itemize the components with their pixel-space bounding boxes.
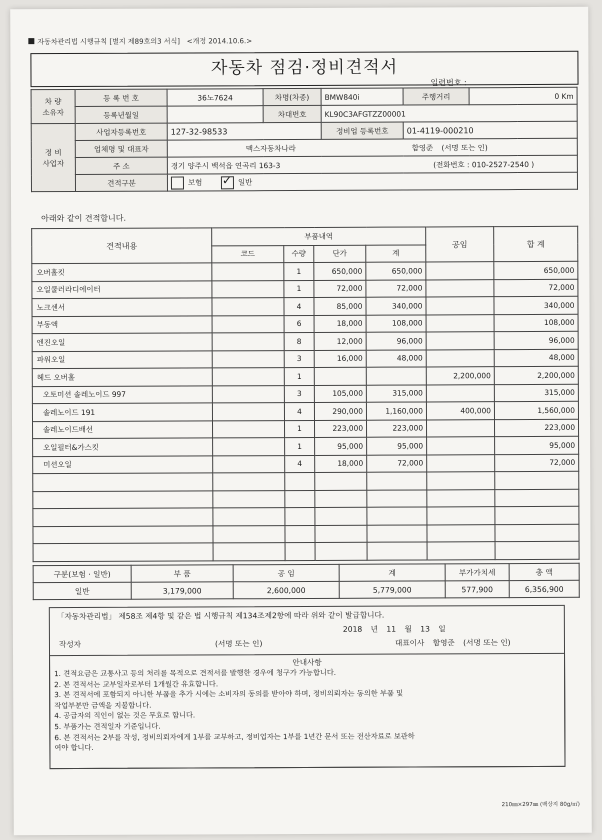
guide-lines (54, 668, 415, 754)
item-unit: 105,000 (314, 385, 366, 403)
item-unit: 650,000 (314, 262, 366, 280)
item-unit (315, 542, 367, 560)
summary-parts: 3,179,000 (131, 582, 233, 599)
item-name (33, 543, 213, 561)
item-labor (426, 419, 494, 437)
item-total: 650,000 (366, 262, 426, 280)
item-total: 223,000 (366, 419, 426, 437)
guide-line: 6. 본 견적서는 2부를 작성, 정비의뢰자에게 1부를 교부하고, 정비업자는 1부를 1년간 문서 또는 전산자료로 보관하 (54, 731, 415, 742)
item-sum: 72,000 (494, 279, 578, 297)
col-total: 계 (366, 244, 426, 262)
company-name: 맥스자동차나라 (245, 143, 296, 153)
col-item: 견적내용 (32, 228, 212, 264)
item-code (213, 473, 285, 491)
item-code (212, 350, 284, 368)
address-value: 경기 양주시 백석읍 연곡리 163-3 (170, 160, 281, 171)
item-labor (426, 262, 494, 280)
item-unit: 85,000 (314, 297, 366, 315)
item-unit: 12,000 (314, 332, 366, 350)
item-name: 엔진오일 (32, 333, 212, 351)
item-sum: 340,000 (494, 296, 578, 314)
item-unit (315, 490, 367, 508)
summary-total: 5,779,000 (339, 581, 445, 598)
item-name (33, 525, 213, 543)
footer-ceo-sign: (서명 또는 인) (463, 638, 511, 648)
shop-reg-value: 01-4119-000210 (403, 121, 577, 139)
item-labor (427, 437, 495, 455)
item-sum (495, 489, 579, 507)
item-qty: 1 (284, 420, 314, 438)
item-sum: 48,000 (494, 349, 578, 367)
item-total: 340,000 (366, 297, 426, 315)
issue-day: 13 (420, 624, 430, 634)
item-qty: 1 (284, 367, 314, 385)
summary-labor-label: 공 임 (233, 564, 339, 581)
guide-line: 5. 부품가는 견적일자 기준입니다. (54, 721, 161, 732)
law-text: 「자동차관리법」 제58조 제4항 및 같은 법 시행규칙 제134조제2항에 따라 위와 같이 발급합니다. (56, 610, 385, 622)
item-qty (285, 490, 315, 508)
serial-number-label: 일련번호 : (430, 78, 467, 88)
ceo-name: 함영준 (411, 142, 434, 153)
model-label: 차명(차종) (263, 88, 321, 105)
item-labor (427, 454, 495, 472)
item-unit (315, 525, 367, 543)
address-label: 주 소 (75, 157, 167, 174)
item-sum: 650,000 (494, 261, 578, 279)
estimate-note: 아래와 같이 견적합니다. (41, 213, 127, 224)
item-sum: 1,560,000 (494, 401, 578, 419)
guide-line: 1. 견적요금은 교통사고 등의 처리를 목적으로 견적서를 발행한 경우에 청구가 가능합니다. (54, 667, 337, 679)
item-total (367, 507, 427, 525)
item-name: 오일쿨러라디에이터 (32, 280, 212, 298)
item-qty (285, 472, 315, 490)
summary-grand: 6,356,900 (509, 580, 579, 597)
biz-no-label: 사업자등록번호 (75, 123, 167, 140)
item-qty (285, 542, 315, 560)
item-qty: 1 (284, 262, 314, 280)
item-code (212, 403, 284, 421)
info-table (31, 87, 578, 192)
item-unit (315, 507, 367, 525)
address-row (167, 155, 577, 174)
item-sum: 96,000 (494, 331, 578, 349)
item-name: 오토미션 솔레노이드 997 (32, 385, 212, 403)
item-name: 미션오일 (33, 455, 213, 473)
item-total (367, 542, 427, 560)
reg-date-label: 등록년월일 (75, 106, 167, 123)
summary-parts-label: 부 품 (131, 565, 233, 582)
shop-reg-label: 정비업 등록번호 (321, 122, 403, 139)
item-name: 오버홀킷 (32, 263, 212, 281)
item-total (366, 367, 426, 385)
item-total: 72,000 (367, 454, 427, 472)
shop-section-label: 정 비 사업자 (31, 123, 75, 191)
general-checkbox[interactable] (221, 176, 234, 189)
phone-value: (전화번호 : 010-2527-2540 ) (433, 159, 535, 169)
mileage-value: 0 Km (469, 87, 577, 104)
item-name (33, 473, 213, 491)
item-labor (426, 279, 494, 297)
item-code (212, 368, 284, 386)
item-code (213, 525, 285, 543)
summary-total-label: 계 (339, 564, 445, 581)
item-unit: 290,000 (314, 402, 366, 420)
item-unit: 72,000 (314, 280, 366, 298)
item-code (213, 438, 285, 456)
col-labor: 공임 (426, 227, 494, 262)
item-name: 부동액 (32, 315, 212, 333)
table-row (33, 541, 579, 561)
item-labor: 400,000 (426, 402, 494, 420)
item-qty (285, 507, 315, 525)
item-qty: 4 (284, 402, 314, 420)
item-code (212, 385, 284, 403)
item-name: 솔레노이드배선 (32, 420, 212, 438)
summary-type: 일반 (33, 582, 131, 599)
item-labor: 2,200,000 (426, 367, 494, 385)
item-sum (495, 524, 579, 542)
work-type-row (167, 172, 577, 191)
item-total: 48,000 (366, 349, 426, 367)
item-name: 솔레노이드 191 (32, 403, 212, 421)
guide-line: 여야 합니다. (54, 743, 94, 753)
item-qty: 3 (284, 350, 314, 368)
item-unit (314, 367, 366, 385)
item-sum: 223,000 (494, 419, 578, 437)
item-labor (427, 489, 495, 507)
col-qty: 수량 (284, 245, 314, 263)
item-sum (495, 541, 579, 559)
issue-year: 2018 (342, 624, 363, 634)
summary-labor: 2,600,000 (233, 581, 339, 598)
item-code (212, 315, 284, 333)
item-code (213, 455, 285, 473)
item-labor (427, 507, 495, 525)
item-labor (427, 542, 495, 560)
document-title: 자동차 점검·정비견적서 (30, 51, 578, 87)
item-qty: 4 (284, 297, 314, 315)
item-total: 1,160,000 (366, 402, 426, 420)
insurance-checkbox[interactable] (171, 176, 184, 189)
item-total (367, 489, 427, 507)
issue-date: 2018 년 11 월 13 일 (342, 624, 446, 634)
item-sum: 72,000 (495, 454, 579, 472)
model-value: BMW840i (321, 88, 403, 105)
item-total: 315,000 (366, 384, 426, 402)
item-labor (426, 349, 494, 367)
col-code: 코드 (212, 245, 284, 263)
item-sum: 108,000 (494, 314, 578, 332)
summary-vat-label: 부가가치세 (445, 564, 509, 581)
reg-no-label: 등 록 번 호 (75, 89, 167, 106)
guide-line: 작업부분만 금액을 지불합니다. (54, 700, 152, 710)
reg-no-value: 36노7624 (167, 89, 263, 106)
item-unit: 18,000 (315, 455, 367, 473)
footer-ceo-name: 함영준 (432, 638, 455, 648)
item-unit: 95,000 (315, 437, 367, 455)
item-qty (285, 525, 315, 543)
guide-box (49, 653, 565, 769)
revision-note: <개정 2014.10.6.> (186, 37, 253, 46)
item-code (212, 280, 284, 298)
guide-line: 4. 공급자의 직인이 없는 것은 무효로 합니다. (54, 710, 196, 721)
summary-grand-label: 총 액 (509, 563, 579, 580)
item-name: 오일필터&가스킷 (33, 438, 213, 456)
guide-line: 3. 본 견적서에 포함되지 아니한 부품을 추가 시에는 소비자의 동의를 받아야 하며, 정비의뢰자는 동의한 부품 및 (54, 688, 404, 700)
item-labor (427, 472, 495, 490)
writer-sign-hint: (서명 또는 인) (214, 639, 263, 649)
work-type-label: 견적구분 (75, 174, 167, 191)
estimate-document (10, 7, 592, 836)
ceo-sign-hint: (서명 또는 인) (441, 142, 488, 152)
item-code (213, 490, 285, 508)
ceo-title: 대표이사 (394, 638, 425, 648)
item-total: 95,000 (367, 437, 427, 455)
item-qty: 8 (284, 332, 314, 350)
item-qty: 4 (285, 455, 315, 473)
item-name (33, 508, 213, 526)
item-labor (426, 314, 494, 332)
item-code (212, 263, 284, 281)
item-unit (315, 472, 367, 490)
items-table (31, 226, 579, 562)
item-total (367, 524, 427, 542)
item-sum: 95,000 (495, 436, 579, 454)
item-code (213, 508, 285, 526)
item-name (33, 490, 213, 508)
item-total: 108,000 (366, 314, 426, 332)
summary-table (33, 563, 580, 600)
item-sum: 2,200,000 (494, 366, 578, 384)
item-qty: 1 (285, 437, 315, 455)
item-code (212, 333, 284, 351)
item-name: 노크센서 (32, 298, 212, 316)
item-code (212, 420, 284, 438)
item-labor (427, 524, 495, 542)
item-sum: 315,000 (494, 384, 578, 402)
item-total (367, 472, 427, 490)
issue-month: 11 (386, 624, 397, 634)
item-code (212, 298, 284, 316)
owner-label: 차 량 소유자 (31, 89, 75, 123)
item-total: 96,000 (366, 332, 426, 350)
item-unit: 223,000 (314, 420, 366, 438)
company-label: 업체명 및 대표자 (75, 140, 167, 157)
mileage-label: 주행거리 (403, 88, 469, 105)
insurance-label: 보험 (187, 177, 203, 187)
square-bullet-icon (28, 38, 34, 44)
item-total: 72,000 (366, 279, 426, 297)
item-sum (495, 506, 579, 524)
item-qty: 6 (284, 315, 314, 333)
item-labor (426, 332, 494, 350)
item-unit: 18,000 (314, 315, 366, 333)
guide-line: 2. 본 견적서는 교부일자로부터 1개월간 유효합니다. (54, 678, 219, 689)
item-name: 파워오일 (32, 350, 212, 368)
item-labor (426, 297, 494, 315)
biz-no-value: 127-32-98533 (167, 122, 321, 140)
item-labor (426, 384, 494, 402)
paper-spec: 210㎜×297㎜ (백상지 80g/㎡) (501, 801, 580, 809)
summary-type-label: 구분(보험 · 일반) (33, 565, 131, 582)
guide-title: 안내사항 (292, 657, 322, 668)
vin-label: 차대번호 (263, 105, 321, 122)
item-qty: 3 (284, 385, 314, 403)
company-row (167, 138, 577, 157)
ceo-line (395, 637, 511, 649)
summary-vat: 577,900 (445, 581, 509, 598)
col-unit: 단가 (314, 245, 366, 263)
reg-date-value (167, 106, 263, 123)
form-reference: 자동차관리법 시행규칙 [별지 제89호의3 서식] <개정 2014.10.6.> (28, 36, 252, 47)
item-unit: 16,000 (314, 350, 366, 368)
item-code (213, 543, 285, 561)
writer-label: 작성자 (58, 639, 82, 650)
item-name: 헤드 오버홀 (32, 368, 212, 386)
general-label: 일반 (237, 177, 253, 187)
col-parts: 부품내역 (212, 227, 426, 245)
col-sum: 합 계 (494, 226, 578, 261)
item-qty: 1 (284, 280, 314, 298)
item-rows (32, 261, 579, 561)
vin-value: KL90C3AFGTZZ00001 (321, 104, 577, 122)
item-sum (495, 471, 579, 489)
